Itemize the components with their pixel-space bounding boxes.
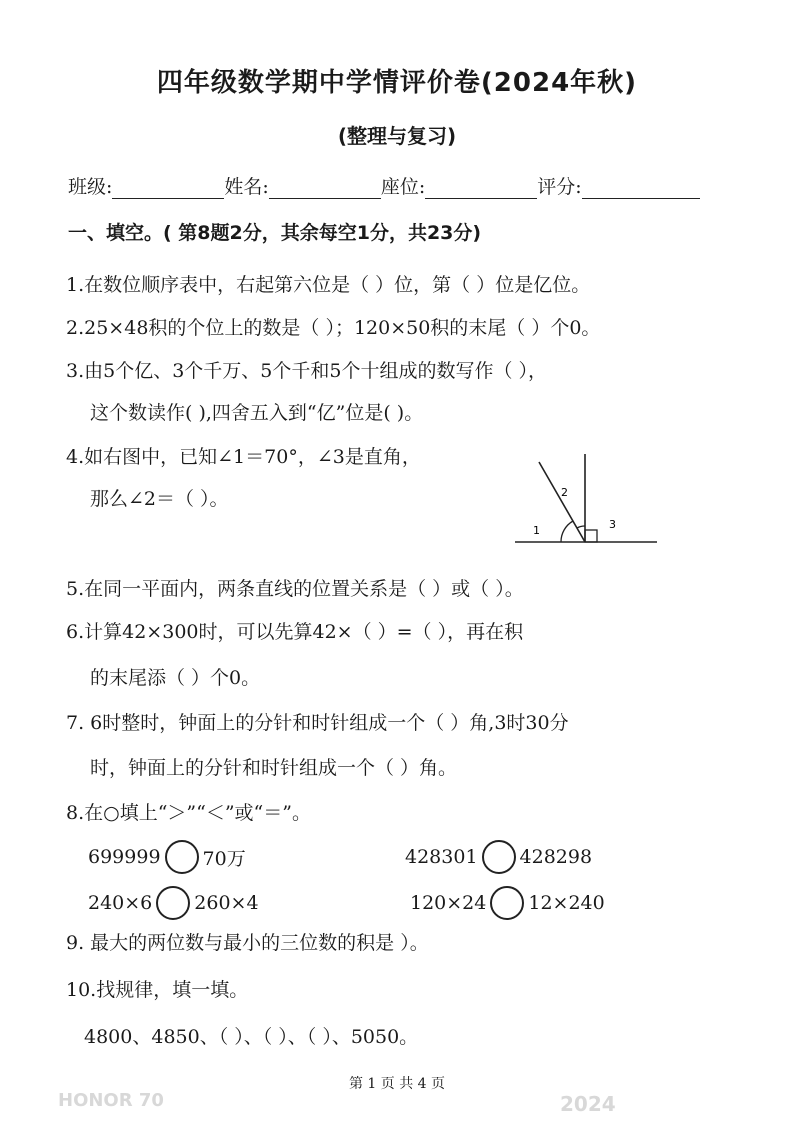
question-3-line2: 这个数读作( ),四舍五入到“亿”位是( )。 xyxy=(90,402,424,424)
compare-a-circle[interactable] xyxy=(165,840,199,874)
compare-c-circle[interactable] xyxy=(156,886,190,920)
seat-field[interactable] xyxy=(425,178,537,199)
question-1: 1.在数位顺序表中，右起第六位是（ ）位，第（ ）位是亿位。 xyxy=(66,274,591,296)
question-2: 2.25×48积的个位上的数是（ ）；120×50积的末尾（ ）个0。 xyxy=(66,317,601,339)
name-label: 姓名: xyxy=(224,176,269,198)
compare-b xyxy=(405,840,592,874)
angle-1-arc xyxy=(561,521,573,542)
score-field[interactable] xyxy=(582,178,700,199)
class-field[interactable] xyxy=(112,178,224,199)
watermark-left: HONOR 70 xyxy=(58,1090,164,1111)
page-subtitle: (整理与复习) xyxy=(337,124,457,148)
question-4-line1: 4.如右图中，已知∠1＝70°，∠3是直角， xyxy=(66,446,421,468)
angle-label-1: 1 xyxy=(533,524,540,537)
compare-b-circle[interactable] xyxy=(482,840,516,874)
score-label: 评分: xyxy=(537,176,582,198)
compare-a-left: 699999 xyxy=(88,846,161,868)
page-footer: 第 1 页 共 4 页 xyxy=(348,1076,446,1092)
page-title: 四年级数学期中学情评价卷(2024年秋) xyxy=(156,68,638,98)
slant-line xyxy=(539,462,585,542)
compare-c-right: 260×4 xyxy=(194,892,259,914)
name-field[interactable] xyxy=(269,178,381,199)
right-angle-mark xyxy=(585,530,597,542)
compare-a xyxy=(88,840,246,874)
compare-b-left: 428301 xyxy=(405,846,478,868)
compare-a-right: 70万 xyxy=(202,847,246,870)
compare-c xyxy=(88,886,259,920)
question-8: 8.在○填上“＞”“＜”或“＝”。 xyxy=(66,802,311,824)
seat-label: 座位: xyxy=(380,176,426,198)
question-10-sequence: 4800、4850、（ ）、（ ）、（ ）、5050。 xyxy=(84,1026,419,1048)
question-3-line1: 3.由5个亿、3个千万、5个千和5个十组成的数写作（ ）， xyxy=(66,360,548,382)
watermark-right: 2024 xyxy=(560,1092,616,1116)
angle-label-3: 3 xyxy=(609,518,616,531)
question-10: 10.找规律，填一填。 xyxy=(66,979,249,1001)
compare-c-left: 240×6 xyxy=(88,892,153,914)
question-7-line1: 7. 6时整时，钟面上的分针和时针组成一个（ ）角,3时30分 xyxy=(66,712,569,734)
compare-b-right: 428298 xyxy=(519,846,593,868)
compare-d-right: 12×240 xyxy=(528,892,605,914)
angle-figure xyxy=(505,448,665,548)
question-9: 9. 最大的两位数与最小的三位数的积是 ）。 xyxy=(66,932,429,954)
angle-label-2: 2 xyxy=(561,486,568,499)
question-4-line2: 那么∠2＝（ ）。 xyxy=(90,488,229,510)
angle-2-arc xyxy=(577,526,585,528)
question-6-line2: 的末尾添（ ）个0。 xyxy=(90,667,261,689)
question-5: 5.在同一平面内，两条直线的位置关系是（ ）或（ ）。 xyxy=(66,578,524,600)
compare-d xyxy=(410,886,605,920)
compare-d-circle[interactable] xyxy=(490,886,524,920)
class-label: 班级: xyxy=(68,176,113,198)
question-6-line1: 6.计算42×300时，可以先算42×（ ）=（ ），再在积 xyxy=(66,621,524,643)
student-info-row xyxy=(68,172,768,199)
compare-d-left: 120×24 xyxy=(410,892,487,914)
section-heading: 一、填空。( 第8题2分，其余每空1分，共23分) xyxy=(68,222,482,244)
question-7-line2: 时，钟面上的分针和时针组成一个（ ）角。 xyxy=(90,757,458,779)
